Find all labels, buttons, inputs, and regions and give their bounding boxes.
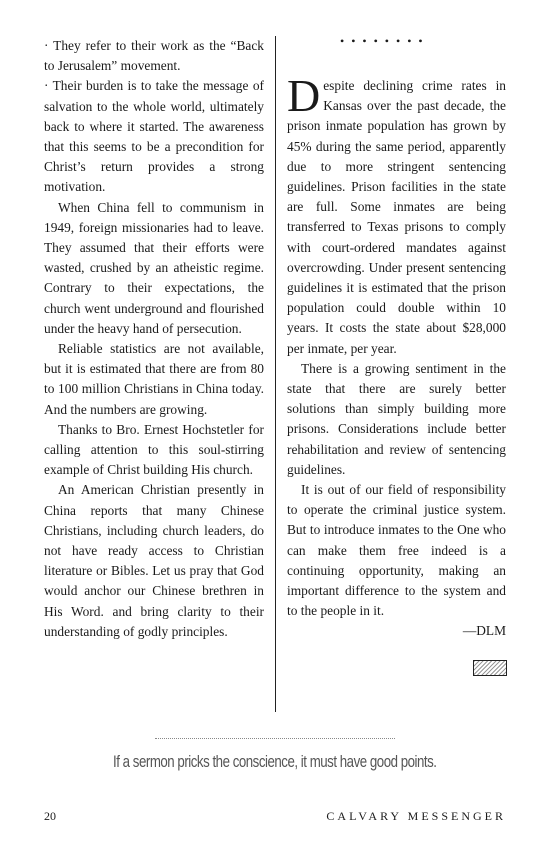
magazine-title: CALVARY MESSENGER — [326, 809, 506, 823]
lead-paragraph-text: espite declining crime rates in Kansas over the past decade, the prison inmate population has grown by 45% during the same period, apparently due to more stringent sentencing guidelines. Prison facilities in the state are full. Some inmates are being transferred to Texas prisons to comply with court-ordered mandates against overcrowding. Under present sentencing guidelines it is estimated that the prison population could double within 10 years. It costs the state about $28,000 per inmate, per year. — [287, 78, 506, 356]
drop-cap: D — [287, 70, 321, 121]
section-separator-dots: •••••••• — [340, 34, 430, 48]
bullet-paragraph: · They refer to their work as the “Back to Jerusalem” movement. — [44, 38, 264, 74]
end-mark-icon — [473, 660, 507, 676]
body-paragraph: When China fell to communism in 1949, foreign missionaries had to leave. They assumed that their efforts were wasted, crushed by an atheistic regime. Contrary to their expectations, the church went underground and flourished under the heavy hand of persecution. — [44, 199, 264, 336]
body-paragraph: An American Christian presently in China reports that many Chinese Christians, including church leaders, do not have ready access to Christian literature or Bibles. Let us pray that God would anchor our Chinese brethren in His Word. and bring clarity to their understanding of godly principles. — [44, 482, 264, 639]
lead-paragraph — [287, 70, 506, 359]
body-paragraph: Thanks to Bro. Ernest Hochstetler for calling attention to this soul-stirring example of Christ building His church. — [44, 421, 264, 478]
column-divider — [275, 36, 276, 712]
right-column — [287, 70, 506, 642]
author-signature: —DLM — [462, 623, 506, 639]
pull-quote: If a sermon pricks the conscience, it must have good points. — [113, 752, 437, 771]
body-paragraph: Reliable statistics are not available, but it is estimated that there are from 80 to 100 million Christians in China today. And the numbers are growing. — [44, 341, 264, 417]
page-number: 20 — [44, 809, 56, 823]
body-paragraph: It is out of our field of responsibility to operate the criminal justice system. But to introduce inmates to the One who can make them free indeed is a continuing opportunity, making an important difference to the system and to the people in it. — [287, 482, 506, 619]
bullet-paragraph: · Their burden is to take the message of salvation to the whole world, ultimately back to where it started. The awareness that this seems to be a precondition for Christ’s return provides a strong motivation. — [44, 78, 264, 195]
body-paragraph: There is a growing sentiment in the state that there are surely better solutions than simply building more prisons. Considerations include better rehabilitation and review of sentencing guidelines. — [287, 360, 506, 477]
left-column — [44, 36, 264, 642]
quote-divider — [155, 738, 395, 739]
